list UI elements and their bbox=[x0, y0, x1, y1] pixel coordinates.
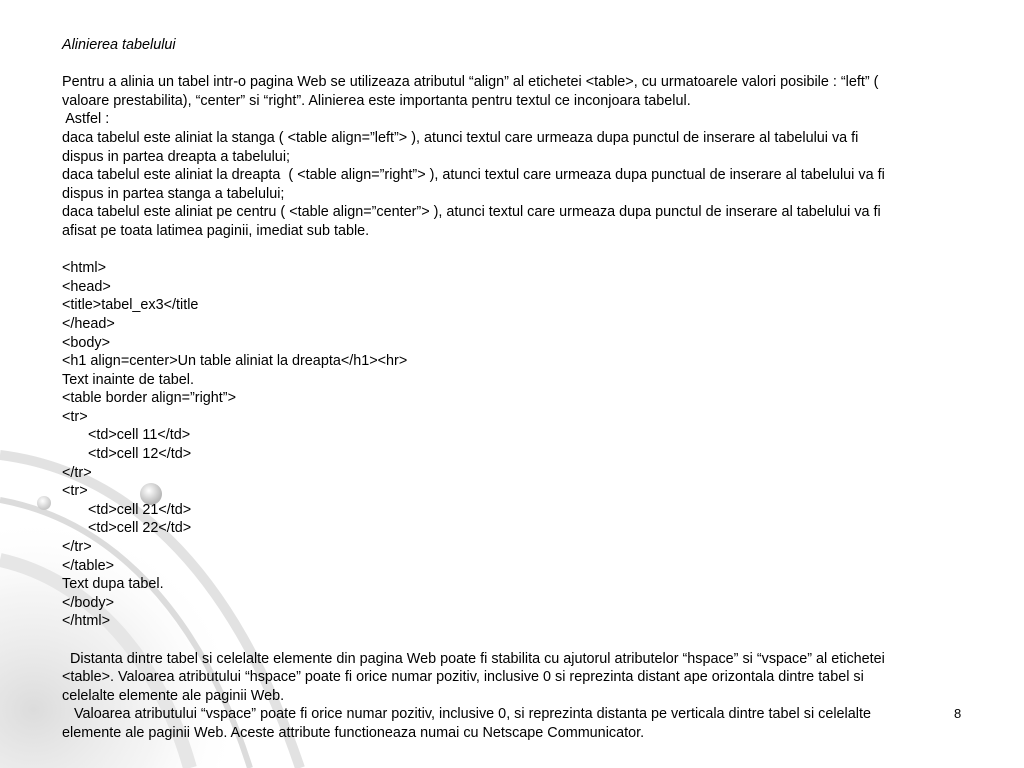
code-line: Text inainte de tabel. bbox=[62, 371, 195, 388]
code-example bbox=[62, 259, 962, 631]
code-line: <td>cell 21</td> bbox=[88, 501, 192, 518]
case-center-line: afisat pe toata latimea paginii, imediat sub table. bbox=[62, 222, 370, 239]
code-line: <table border align=”right”> bbox=[62, 390, 236, 407]
code-line: Text dupa tabel. bbox=[62, 576, 164, 593]
case-left-line: dispus in partea dreapta a tabelului; bbox=[62, 148, 291, 165]
spacing-paragraph-line: Distanta dintre tabel si celelalte elemente din pagina Web poate fi stabilita cu ajutorul atributelor “hspace” si “vspace” al etichetei bbox=[62, 650, 885, 667]
astfel-line: Astfel : bbox=[62, 111, 110, 128]
code-line: </table> bbox=[62, 557, 115, 574]
code-line: </tr> bbox=[62, 464, 92, 481]
case-center-line: daca tabelul este aliniat pe centru ( <table align=”center”> ), atunci textul care urmeaza dupa punctul de inserare al tabelului va fi bbox=[62, 204, 881, 221]
intro-paragraph-line: valoare prestabilita), “center” si “right”. Alinierea este importanta pentru textul ce inconjoara tabelul. bbox=[62, 92, 691, 109]
code-line: <html> bbox=[62, 260, 106, 277]
code-line: </body> bbox=[62, 594, 115, 611]
spacing-paragraph-line: celelalte elemente ale paginii Web. bbox=[62, 687, 285, 704]
vspace-paragraph-line: elemente ale paginii Web. Aceste attribute functioneaza numai cu Netscape Communicator. bbox=[62, 724, 645, 741]
intro-paragraph-line: Pentru a alinia un tabel intr-o pagina Web se utilizeaza atributul “align” al etichetei <table>, cu urmatoarele valori posibile : “left” ( bbox=[62, 74, 879, 91]
case-right-line: daca tabelul este aliniat la dreapta ( <table align=”right”> ), atunci textul care urmeaza dupa punctual de inserare al tabelului va fi bbox=[62, 167, 885, 184]
spacing-paragraph-line: <table>. Valoarea atributului “hspace” poate fi orice numar pozitiv, inclusive 0 si reprezinta distant ape orizontala dintre tabel si bbox=[62, 669, 864, 686]
bubble-decoration bbox=[37, 496, 51, 510]
case-right-line: dispus in partea stanga a tabelului; bbox=[62, 185, 285, 202]
code-line: <td>cell 11</td> bbox=[88, 427, 191, 444]
slide-content bbox=[62, 36, 962, 743]
page-number: 8 bbox=[954, 706, 962, 721]
code-line: <head> bbox=[62, 278, 111, 295]
code-line: <tr> bbox=[62, 408, 88, 425]
code-line: <title>tabel_ex3</title bbox=[62, 297, 199, 314]
blank-line bbox=[62, 631, 962, 650]
code-line: </head> bbox=[62, 315, 115, 332]
code-line: <body> bbox=[62, 334, 111, 351]
vspace-paragraph-line: Valoarea atributului “vspace” poate fi orice numar pozitiv, inclusive 0, si reprezinta distanta pe verticala dintre tabel si celelalte bbox=[62, 706, 871, 723]
code-line: </tr> bbox=[62, 539, 92, 556]
code-line: <td>cell 12</td> bbox=[88, 446, 192, 463]
blank-line bbox=[62, 241, 962, 260]
blank-line bbox=[62, 55, 962, 74]
slide-title: Alinierea tabelului bbox=[62, 37, 176, 53]
code-line: <h1 align=center>Un table aliniat la dreapta</h1><hr> bbox=[62, 353, 408, 370]
case-left-line: daca tabelul este aliniat la stanga ( <table align=”left”> ), atunci textul care urmeaza dupa punctul de inserare al tabelului va fi bbox=[62, 129, 859, 146]
code-line: <tr> bbox=[62, 483, 88, 500]
code-line: <td>cell 22</td> bbox=[88, 520, 192, 537]
code-line: </html> bbox=[62, 613, 110, 630]
